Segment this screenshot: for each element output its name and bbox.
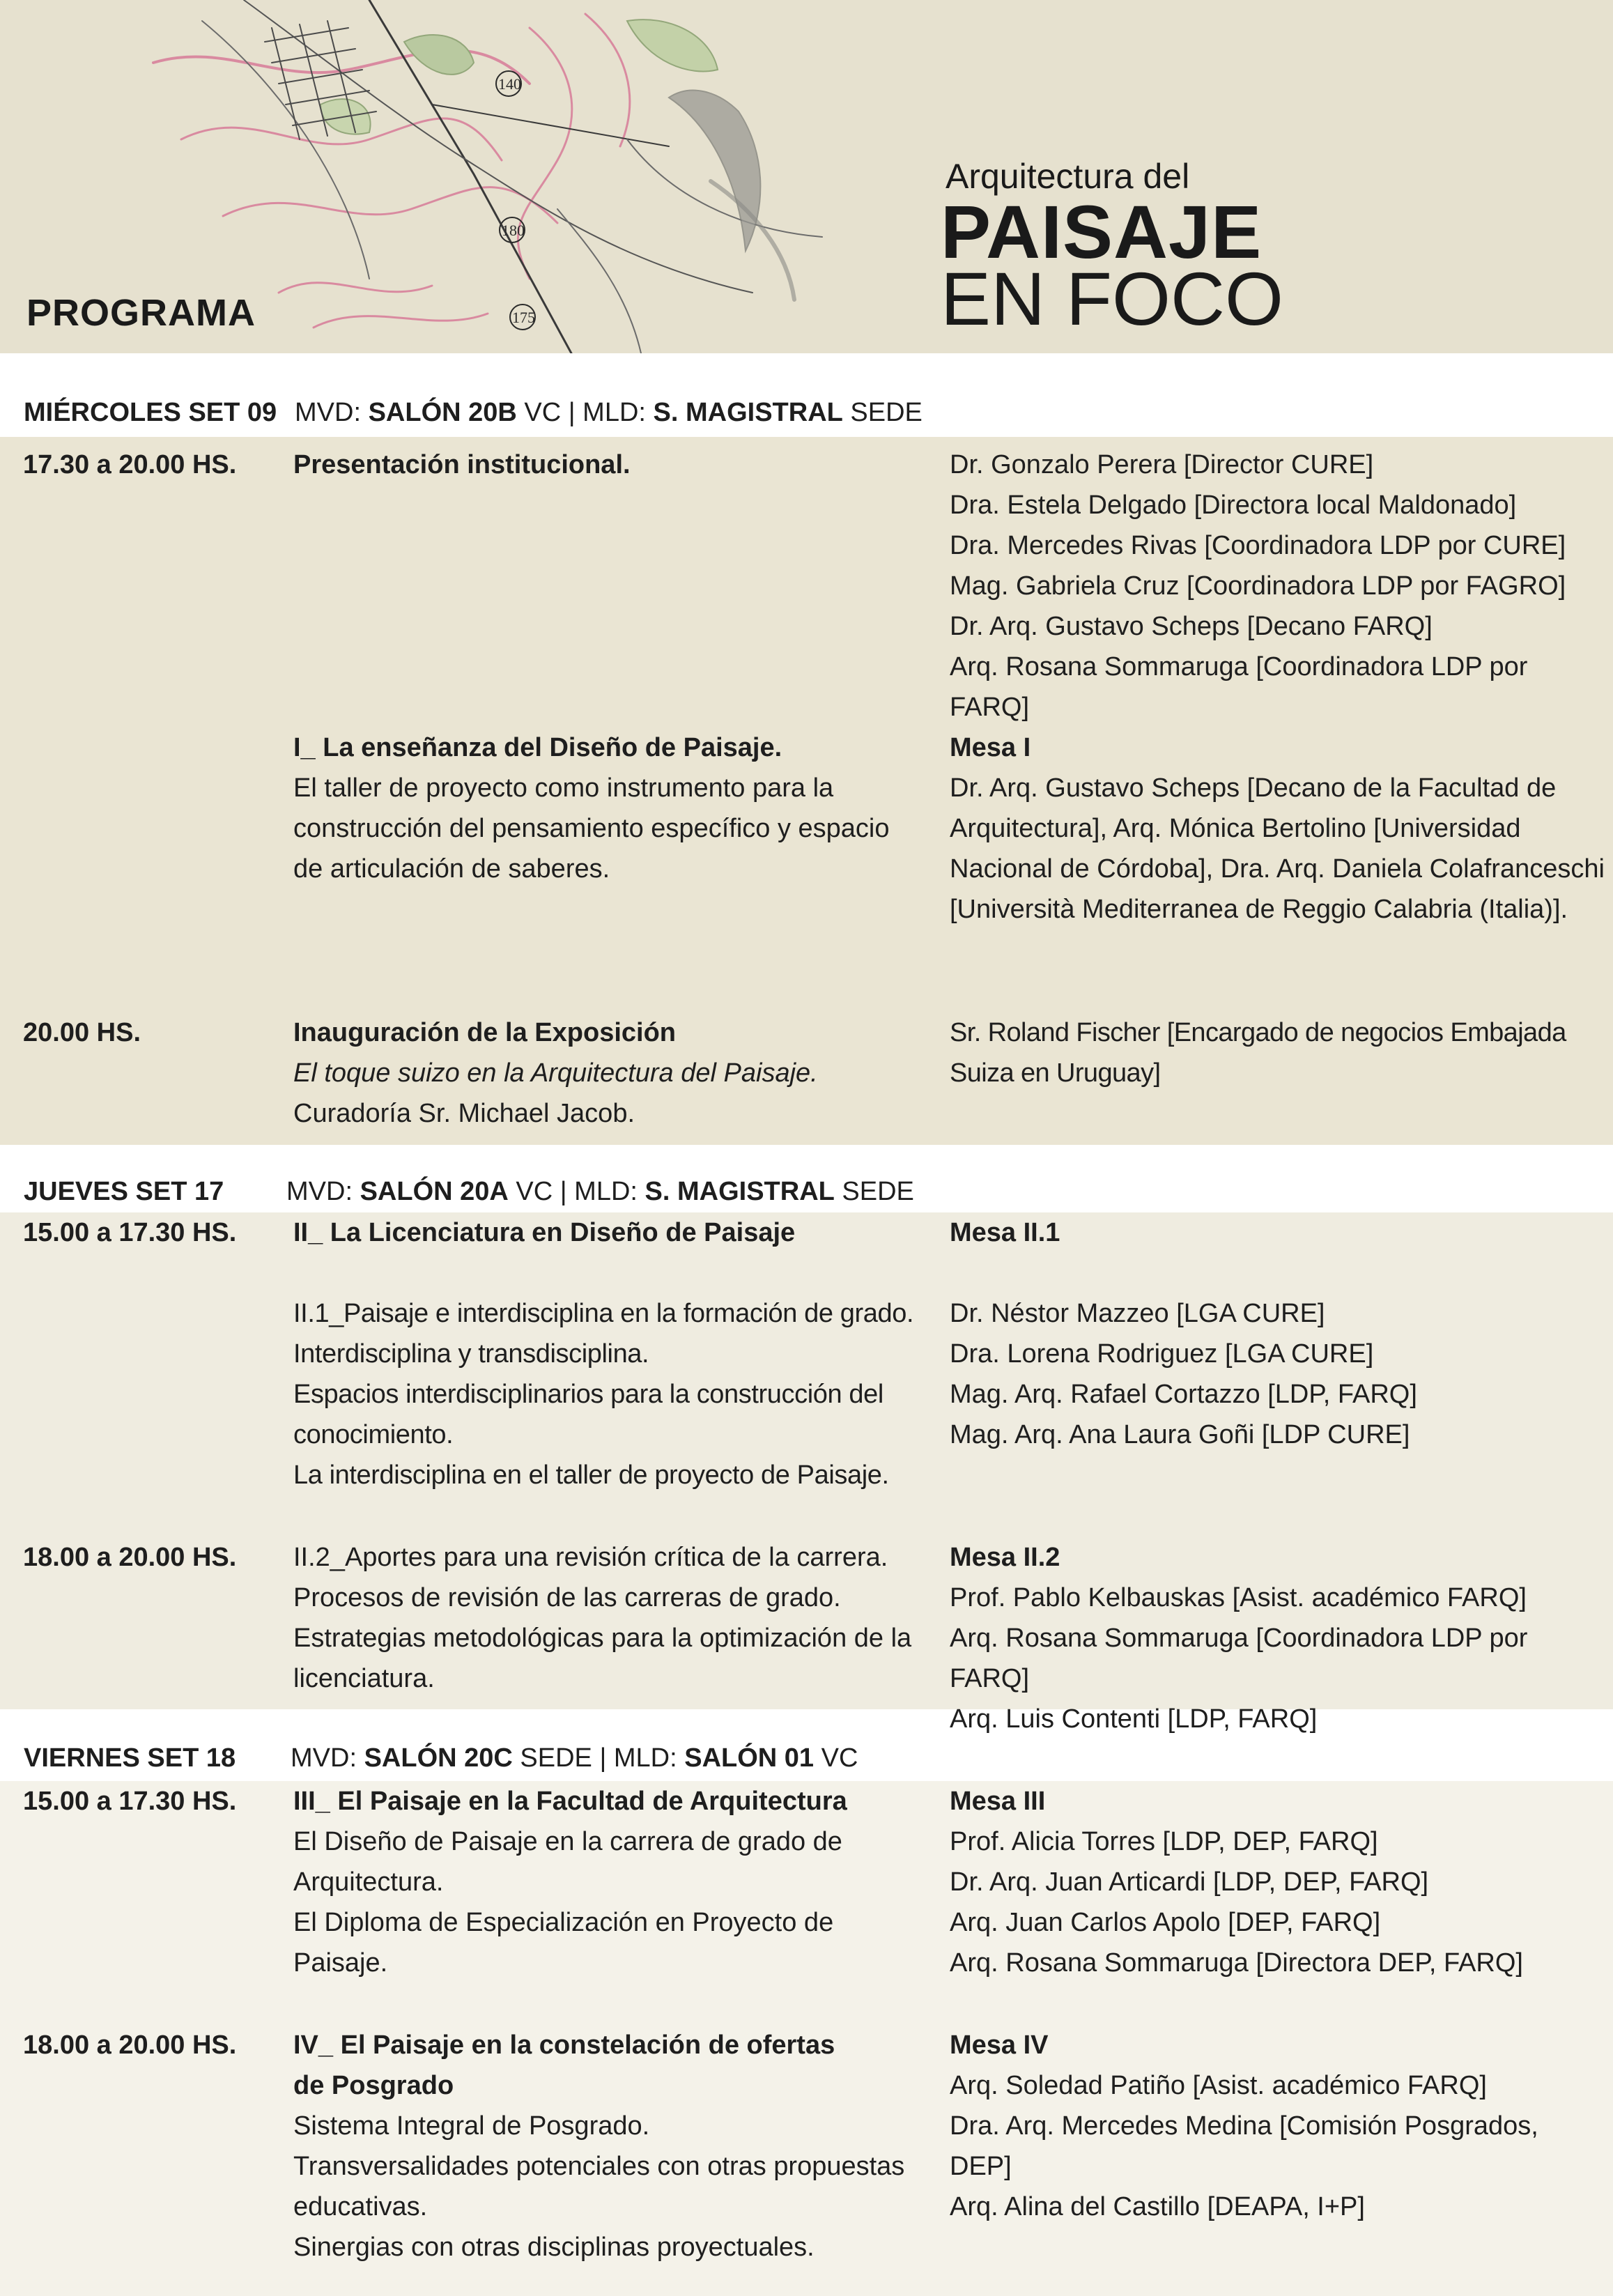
speaker: Dr. Arq. Juan Articardi [LDP, DEP, FARQ] xyxy=(950,1867,1429,1897)
speaker: [Università Mediterranea de Reggio Calabria (Italia)]. xyxy=(950,895,1568,924)
speaker: Dr. Arq. Gustavo Scheps [Decano FARQ] xyxy=(950,612,1433,641)
speaker: Dr. Arq. Gustavo Scheps [Decano de la Facultad de xyxy=(950,773,1557,803)
session-line: Estrategias metodológicas para la optimización de la xyxy=(293,1624,912,1653)
speaker: Arq. Juan Carlos Apolo [DEP, FARQ] xyxy=(950,1908,1381,1937)
speaker: Mag. Arq. Ana Laura Goñi [LDP CURE] xyxy=(950,1420,1410,1449)
speaker: Mag. Arq. Rafael Cortazzo [LDP, FARQ] xyxy=(950,1380,1417,1409)
session-line: licenciatura. xyxy=(293,1664,435,1693)
session-title: I_ La enseñanza del Diseño de Paisaje. xyxy=(293,733,782,762)
speaker-list xyxy=(950,445,1605,727)
day-venue: MVD: SALÓN 20B VC | MLD: S. MAGISTRAL SEDE xyxy=(295,398,923,427)
speaker-list xyxy=(950,1012,1605,1093)
session-line: El Diploma de Especialización en Proyecto de Paisaje. xyxy=(293,1908,834,1978)
speaker: Dr. Gonzalo Perera [Director CURE] xyxy=(950,450,1374,479)
session-description xyxy=(293,1537,920,1699)
speaker: Mag. Gabriela Cruz [Coordinadora LDP por FAGRO] xyxy=(950,571,1566,601)
session-description xyxy=(293,1781,934,1983)
day-panel xyxy=(0,1781,1613,2296)
session-line: educativas. xyxy=(293,2192,428,2221)
mesa-label: Mesa IV xyxy=(950,2031,1049,2060)
session-line: Sistema Integral de Posgrado. xyxy=(293,2111,650,2141)
session-description xyxy=(293,1012,920,1134)
session-time: 18.00 a 20.00 HS. xyxy=(23,1543,237,1572)
session-line: Transversalidades potenciales con otras propuestas xyxy=(293,2152,905,2181)
title-line-1: Arquitectura del xyxy=(946,157,1190,196)
session-time: 15.00 a 17.30 HS. xyxy=(23,1218,237,1247)
session-line: conocimiento. xyxy=(293,1420,454,1449)
map-label: 180 xyxy=(502,222,525,239)
session-description xyxy=(293,727,920,889)
speaker-list xyxy=(950,727,1605,930)
header-banner xyxy=(0,0,1613,353)
speaker: Arquitectura], Arq. Mónica Bertolino [Universidad xyxy=(950,814,1521,843)
day-header xyxy=(0,1167,1613,1216)
speaker: Dr. Néstor Mazzeo [LGA CURE] xyxy=(950,1299,1325,1328)
session-line: Curadoría Sr. Michael Jacob. xyxy=(293,1099,635,1128)
topographic-map-illustration xyxy=(139,0,927,353)
speaker-list xyxy=(950,1537,1605,1739)
session-description xyxy=(293,1212,920,1495)
session-description xyxy=(293,2025,920,2267)
session-time: 20.00 HS. xyxy=(23,1018,141,1047)
title-line-3: EN FOCO xyxy=(941,256,1284,341)
speaker: Dra. Mercedes Rivas [Coordinadora LDP por CURE] xyxy=(950,531,1566,560)
speaker: Sr. Roland Fischer [Encargado de negocios Embajada xyxy=(950,1018,1566,1047)
session-line: La interdisciplina en el taller de proyecto de Paisaje. xyxy=(293,1461,889,1490)
mesa-label: Mesa I xyxy=(950,733,1031,762)
day-panel xyxy=(0,1212,1613,1734)
speaker: Arq. Rosana Sommaruga [Coordinadora LDP por FARQ] xyxy=(950,1624,1528,1693)
day-title: JUEVES SET 17 xyxy=(24,1177,224,1206)
day-title: MIÉRCOLES SET 09 xyxy=(24,398,277,427)
session-time: 17.30 a 20.00 HS. xyxy=(23,450,237,479)
session-title: Inauguración de la Exposición xyxy=(293,1018,676,1047)
day-header xyxy=(0,1734,1613,1782)
mesa-label: Mesa II.1 xyxy=(950,1218,1060,1247)
session-line: Interdisciplina y transdisciplina. xyxy=(293,1339,649,1369)
session-line: II.2_Aportes para una revisión crítica de la carrera. xyxy=(293,1543,888,1572)
speaker-list xyxy=(950,1781,1605,1983)
session-line: construcción del pensamiento específico y espacio xyxy=(293,814,890,843)
day-header xyxy=(0,388,1613,437)
day-venue: MVD: SALÓN 20A VC | MLD: S. MAGISTRAL SEDE xyxy=(286,1177,914,1206)
session-line: Espacios interdisciplinarios para la construcción del xyxy=(293,1380,883,1409)
speaker: Prof. Pablo Kelbauskas [Asist. académico FARQ] xyxy=(950,1583,1527,1612)
map-label: 140 xyxy=(498,75,521,93)
session-line: Arquitectura. xyxy=(293,1867,444,1897)
speaker: Arq. Rosana Sommaruga [Directora DEP, FARQ] xyxy=(950,1948,1523,1978)
day-panel xyxy=(0,437,1613,1145)
day-venue: MVD: SALÓN 20C SEDE | MLD: SALÓN 01 VC xyxy=(291,1743,858,1773)
speaker: Arq. Luis Contenti [LDP, FARQ] xyxy=(950,1704,1318,1734)
session-line: Sinergias con otras disciplinas proyectuales. xyxy=(293,2233,815,2262)
session-line: de articulación de saberes. xyxy=(293,854,610,884)
session-line: II.1_Paisaje e interdisciplina en la formación de grado. xyxy=(293,1299,914,1328)
session-description xyxy=(293,445,920,485)
session-line: Procesos de revisión de las carreras de grado. xyxy=(293,1583,841,1612)
speaker: Arq. Soledad Patiño [Asist. académico FARQ] xyxy=(950,2071,1487,2100)
session-time: 18.00 a 20.00 HS. xyxy=(23,2031,237,2060)
speaker: Arq. Rosana Sommaruga [Coordinadora LDP por FARQ] xyxy=(950,652,1528,722)
session-title: de Posgrado xyxy=(293,2071,454,2100)
session-line: El Diseño de Paisaje en la carrera de grado de xyxy=(293,1827,842,1856)
map-label: 175 xyxy=(512,309,535,326)
speaker: Nacional de Córdoba], Dra. Arq. Daniela Colafranceschi xyxy=(950,854,1605,884)
session-time: 15.00 a 17.30 HS. xyxy=(23,1787,237,1816)
programa-label: PROGRAMA xyxy=(26,292,256,334)
session-title: Presentación institucional. xyxy=(293,450,631,479)
speaker: Dra. Lorena Rodriguez [LGA CURE] xyxy=(950,1339,1374,1369)
session-line: El taller de proyecto como instrumento para la xyxy=(293,773,834,803)
day-title: VIERNES SET 18 xyxy=(24,1743,236,1773)
mesa-label: Mesa III xyxy=(950,1787,1046,1816)
speaker-list xyxy=(950,2025,1605,2227)
speaker: Arq. Alina del Castillo [DEAPA, I+P] xyxy=(950,2192,1365,2221)
speaker: Prof. Alicia Torres [LDP, DEP, FARQ] xyxy=(950,1827,1378,1856)
session-title: III_ El Paisaje en la Facultad de Arquitectura xyxy=(293,1787,847,1816)
exhibition-title: El toque suizo en la Arquitectura del Paisaje. xyxy=(293,1058,818,1088)
mesa-label: Mesa II.2 xyxy=(950,1543,1060,1572)
speaker: Suiza en Uruguay] xyxy=(950,1058,1161,1088)
speaker: Dra. Estela Delgado [Directora local Maldonado] xyxy=(950,491,1517,520)
title-line-2: PAISAJE xyxy=(941,190,1263,274)
session-title: II_ La Licenciatura en Diseño de Paisaje xyxy=(293,1218,796,1247)
speaker-list xyxy=(950,1212,1605,1455)
session-title: IV_ El Paisaje en la constelación de ofertas xyxy=(293,2031,835,2060)
speaker: Dra. Arq. Mercedes Medina [Comisión Posgrados, DEP] xyxy=(950,2111,1538,2181)
